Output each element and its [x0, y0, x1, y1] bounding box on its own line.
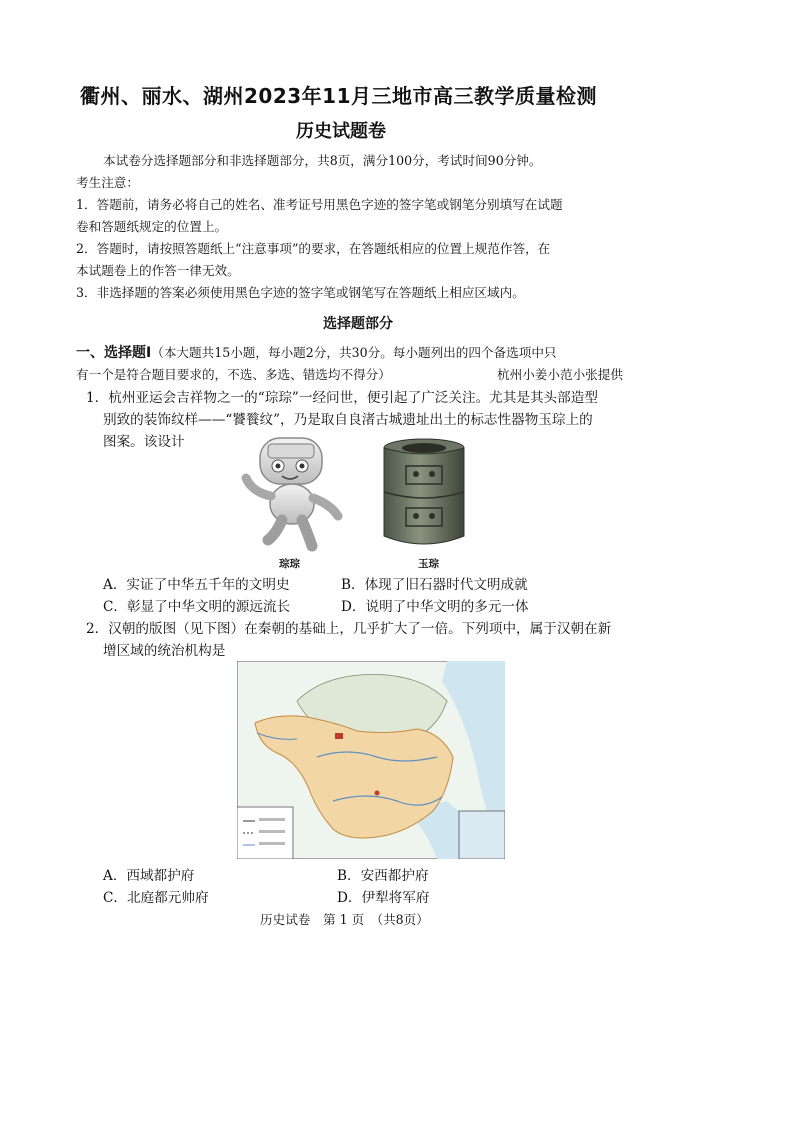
page-subtitle: 历史试题卷 — [296, 121, 386, 142]
caption-jade-cong: 玉琮 — [418, 558, 439, 570]
section-desc-2: 有一个是符合题目要求的，不选、多选、错选均不得分） — [76, 367, 391, 382]
q1-stem-1: 1．杭州亚运会吉祥物之一的“琮琮”一经问世，便引起了广泛关注。尤其是其头部造型 — [86, 390, 598, 406]
notice-1a: 1．答题前，请务必将自己的姓名、准考证号用黑色字迹的签字笔或钢笔分别填写在试题 — [76, 197, 563, 212]
notice-2a: 2．答题时，请按照答题纸上“注意事项”的要求，在答题纸相应的位置上规范作答，在 — [76, 241, 551, 256]
notice-2b: 本试题卷上的作答一律无效。 — [76, 263, 240, 278]
intro-line: 本试卷分选择题部分和非选择题部分，共8页，满分100分，考试时间90分钟。 — [103, 153, 542, 168]
q2-option-d: D．伊犁将军府 — [337, 890, 430, 906]
notice-label: 考生注意： — [76, 175, 139, 190]
q2-stem-1: 2．汉朝的版图（见下图）在秦朝的基础上，几乎扩大了一倍。下列项中，属于汉朝在新 — [86, 621, 612, 637]
q1-option-c: C．彰显了中华文明的源远流长 — [103, 599, 291, 615]
notice-1b: 卷和答题纸规定的位置上。 — [76, 219, 228, 234]
section-desc: （本大题共15小题，每小题2分，共30分。每小题列出的四个备选项中只 — [151, 345, 557, 360]
q1-option-d: D．说明了中华文明的多元一体 — [341, 599, 529, 615]
notice-3: 3．非选择题的答案必须使用黑色字迹的签字笔或钢笔写在答题纸上相应区域内。 — [76, 285, 525, 300]
q2-stem-2: 增区域的统治机构是 — [103, 643, 226, 659]
han-dynasty-map — [237, 661, 505, 859]
provider-note: 杭州小姜小范小张提供 — [497, 367, 623, 382]
q2-option-c: C．北庭都元帅府 — [103, 890, 209, 906]
q1-stem-3: 图案。该设计 — [103, 434, 185, 450]
page-title: 衢州、丽水、湖州2023年11月三地市高三教学质量检测 — [80, 84, 597, 108]
q2-option-b: B．安西都护府 — [337, 868, 429, 884]
caption-mascot: 琮琮 — [279, 558, 300, 570]
q2-option-a: A．西域都护府 — [103, 868, 195, 884]
mascot-image — [238, 434, 346, 552]
jade-cong-image — [376, 436, 472, 552]
q1-stem-2: 别致的装饰纹样——“饕餮纹”，乃是取自良渚古城遗址出土的标志性器物玉琮上的 — [103, 412, 593, 428]
section-intro — [76, 342, 557, 362]
page-footer: 历史试卷 第 1 页 （共8页） — [260, 912, 429, 927]
section-heading: 选择题部分 — [323, 316, 393, 332]
section-label: 一、选择题Ⅰ — [76, 345, 152, 361]
q1-option-b: B．体现了旧石器时代文明成就 — [341, 577, 528, 593]
q1-option-a: A．实证了中华五千年的文明史 — [103, 577, 290, 593]
